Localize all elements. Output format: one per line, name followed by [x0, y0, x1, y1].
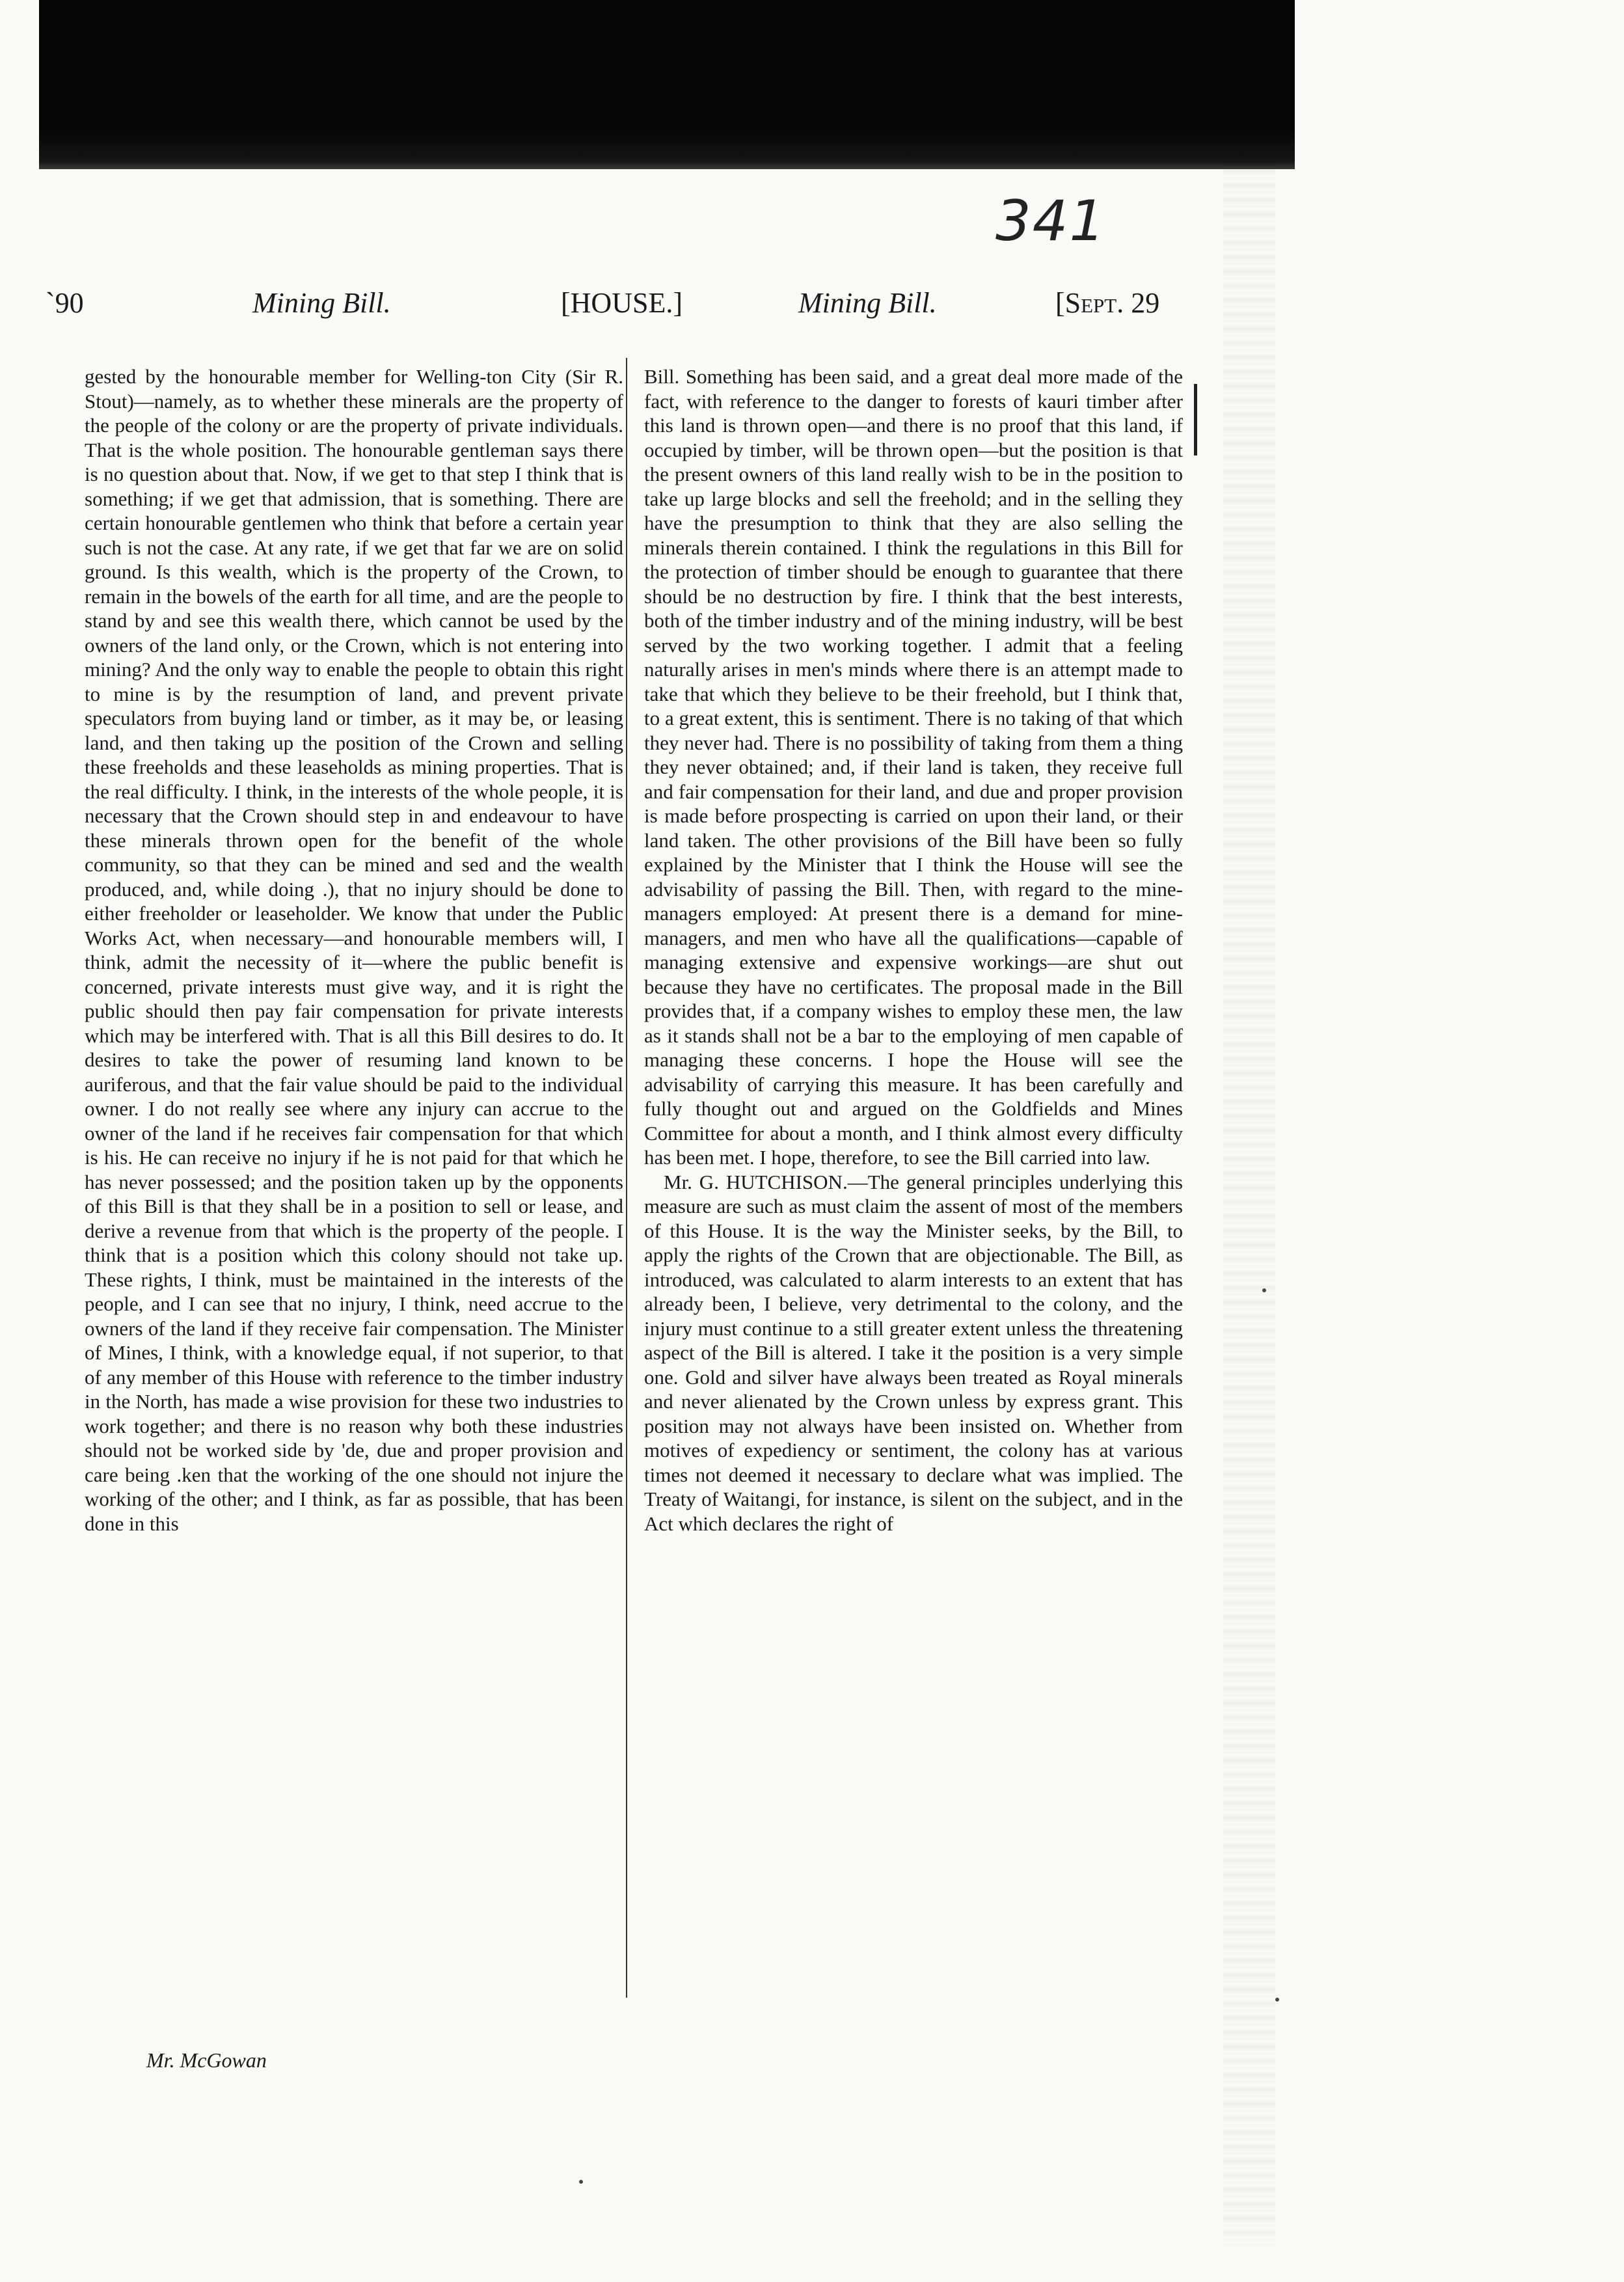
- scan-speck: [1275, 1998, 1279, 2002]
- column-rule: [626, 358, 627, 1998]
- header-date: [Sept. 29: [1055, 287, 1160, 319]
- page-number: `90: [46, 287, 84, 319]
- speaker-signature: Mr. McGowan: [146, 2048, 267, 2072]
- right-column: [644, 364, 1183, 1536]
- right-column-paragraph-1: Bill. Something has been said, and a great deal more made of the fact, with reference to the danger to forests of kauri timber after this land is thrown open—and there is no proof that this land, if occupied by timber, will be thrown open—but the position is that the present owners of this land really wish to be in the position to take up large blocks and sell the freehold; and in the selling they have the presumption to think that they are also selling the minerals therein contained. I think the regulations in this Bill for the protection of timber should be enough to guarantee that there should be no destruction by fire. I think that the best interests, both of the timber industry and of the mining industry, will be best served by the two working together. I admit that a feeling naturally arises in men's minds where there is an attempt made to take that which they believe to be their freehold, but I think that, to a great extent, this is sentiment. There is no taking of that which they never had. There is no possibility of taking from them a thing they never obtained; and, if their land is taken, they receive full and fair compensation for their land, and due and proper provision is made before prospecting is carried on upon their land, or their land taken. The other provisions of the Bill have been so fully explained by the Minister that I think the House will see the advisability of passing the Bill. Then, with regard to the mine-managers employed: At present there is a demand for mine-managers, and men who have all the qualifications—capable of managing extensive and expensive workings—are shut out because they have no certificates. The proposal made in the Bill provides that, if a company wishes to employ these men, the law as it stands shall not be a bar to the employing of men capable of managing these concerns. I hope the House will see the advisability of carrying this measure. It has been carefully and fully thought out and argued on the Goldfields and Mines Committee for about a month, and I think almost every difficulty has been met. I hope, therefore, to see the Bill carried into law.: [644, 365, 1183, 1169]
- header-left-title: Mining Bill.: [252, 287, 391, 319]
- scan-speck: [579, 2180, 583, 2184]
- left-column-text: gested by the honourable member for Welling-ton City (Sir R. Stout)—namely, as to whether these minerals are the property of the people of the colony or are the property of private individuals. That is the whole position. The honourable gentleman says there is no question about that. Now, if we get to that step I think that is something; if we get that admission, that is something. There are certain honourable gentlemen who think that before a certain year such is not the case. At any rate, if we get that far we are on solid ground. Is this wealth, which is the property of the Crown, to remain in the bowels of the earth for all time, and are the people to stand by and see this wealth there, which cannot be used by the owners of the land only, or the Crown, which is not entering into mining? And the only way to enable the people to obtain this right to mine is by the resumption of land, and prevent private speculators from buying land or timber, as it may be, or leasing land, and then taking up the position of the Crown and selling these freeholds and these leaseholds as mining properties. That is the real difficulty. I think, in the interests of the whole people, it is necessary that the Crown should step in and endeavour to have these minerals thrown open for the benefit of the whole community, so that they can be mined and sed and the wealth produced, and, while doing .), that no injury should be done to either freeholder or leaseholder. We know that under the Public Works Act, when necessary—and honourable members will, I think, admit the necessity of it—where the public benefit is concerned, private interests must give way, and it is right the public should then pay fair compensation for private interests which may be interfered with. That is all this Bill desires to do. It desires to take the power of resuming land known to be auriferous, and that the fair value should be paid to the individual owner. I do not really see where any injury can accrue to the owner of the land if he receives fair compensation for that which is his. He can receive no injury if he is not paid for that which he has never possessed; and the position taken up by the opponents of this Bill is that they shall be in a position to sell or lease, and derive a revenue from that which is the property of the people. I think that is a position which this colony should not take up. These rights, I think, must be maintained in the interests of the people, and I can see that no injury, I think, need accrue to the owners of the land if they receive fair compensation. The Minister of Mines, I think, with a knowledge equal, if not superior, to that of any member of this House with reference to the timber industry in the North, has made a wise provision for these two industries to work together; and there is no reason why both these industries should not be worked side by 'de, due and proper provision and care being .ken that the working of the one should not injure the working of the other; and I think, as far as possible, that has been done in this: [85, 365, 623, 1535]
- margin-mark: [1194, 384, 1197, 455]
- header-center-title: [HOUSE.]: [561, 287, 683, 319]
- running-header: [46, 286, 1210, 332]
- scan-black-band-shadow: [39, 130, 1295, 169]
- handwritten-page-number: 341: [995, 189, 1107, 254]
- header-right-title: Mining Bill.: [798, 287, 937, 319]
- scan-edge-noise: [1223, 163, 1275, 2245]
- right-column-paragraph-2: Mr. G. HUTCHISON.—The general principles underlying this measure are such as must claim the assent of most of the members of this House. It is the way the Minister seeks, by the Bill, to apply the rights of the Crown that are objectionable. The Bill, as introduced, was calculated to alarm interests to an extent that has already been, I believe, very detrimental to the colony, and the injury must continue to a still greater extent unless the threatening aspect of the Bill is altered. I take it the position is a very simple one. Gold and silver have always been treated as Royal minerals and never alienated by the Crown unless by express grant. This position may not always have been insisted on. Whether from motives of expediency or sentiment, the colony has at various times not deemed it necessary to declare what was implied. The Treaty of Waitangi, for instance, is silent on the subject, and in the Act which declares the right of: [644, 1170, 1183, 1535]
- left-column: [85, 364, 623, 1536]
- scan-speck: [1262, 1288, 1266, 1292]
